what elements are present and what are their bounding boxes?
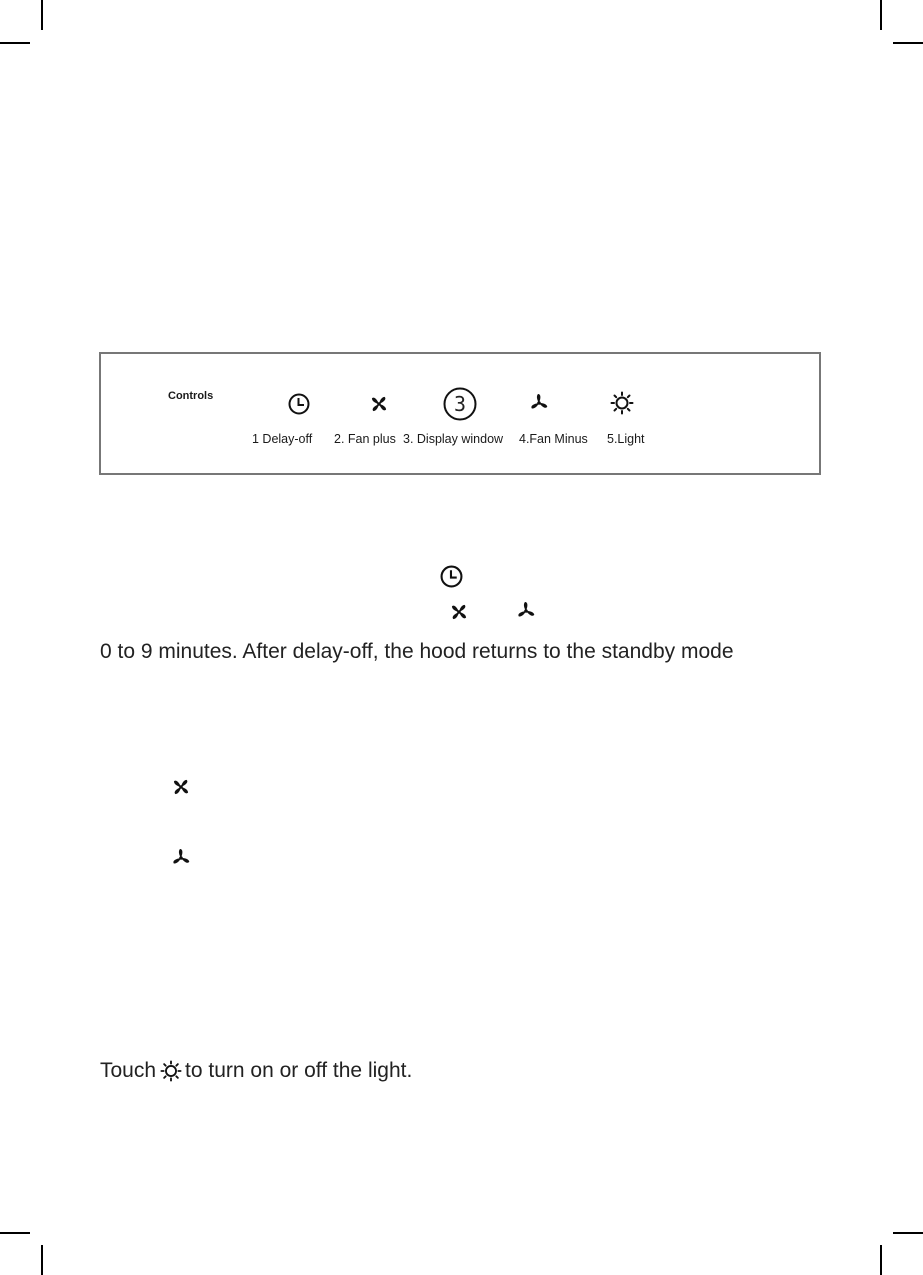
light-instruction-before: Touch [100,1059,157,1082]
display-window-label: 3. Display window [403,432,504,446]
fan-plus-label: 2. Fan plus [334,432,396,446]
clock-icon-inline [440,565,463,588]
fan-plus-icon-inline [448,601,470,623]
crop-mark-tl-vertical [41,0,43,30]
light-instruction [100,1059,412,1083]
delay-off-description: 0 to 9 minutes. After delay-off, the hood returns to the standby mode [100,640,734,663]
light-bulb-icon[interactable] [610,391,634,415]
fan-minus-icon-inline [515,599,537,621]
clock-icon[interactable] [288,393,310,415]
crop-mark-br-horizontal [893,1232,923,1234]
fan-plus-icon[interactable] [368,393,390,415]
crop-mark-tr-horizontal [893,42,923,44]
display-window-icon [443,387,477,421]
crop-mark-br-vertical [880,1245,882,1275]
crop-mark-bl-vertical [41,1245,43,1275]
fan-minus-label: 4.Fan Minus [519,432,588,446]
controls-title: Controls [168,390,214,402]
fan-minus-icon-body [170,846,192,868]
fan-minus-icon[interactable] [528,391,550,413]
light-bulb-icon-inline [160,1060,182,1082]
crop-mark-tr-vertical [880,0,882,30]
crop-mark-tl-horizontal [0,42,30,44]
crop-mark-bl-horizontal [0,1232,30,1234]
delay-off-label: 1 Delay-off [252,432,313,446]
display-digit: 3 [453,392,467,416]
light-instruction-after: to turn on or off the light. [185,1059,413,1082]
fan-plus-icon-body [170,776,192,798]
light-label: 5.Light [607,432,645,446]
